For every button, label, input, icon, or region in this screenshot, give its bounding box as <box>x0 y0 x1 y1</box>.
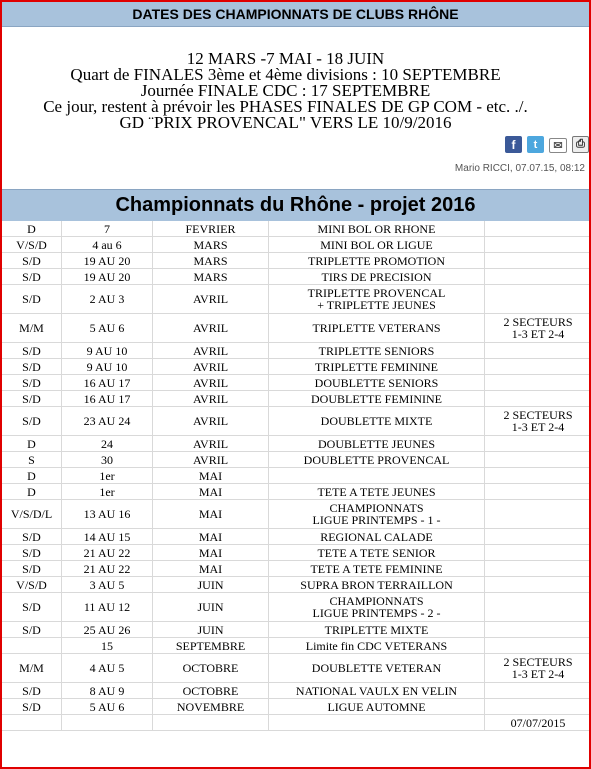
empty-cell <box>62 715 153 731</box>
note-cell <box>485 500 591 529</box>
days-cell: 15 <box>62 638 153 654</box>
event-line: DOUBLETTE MIXTE <box>320 414 433 428</box>
note-cell <box>485 237 591 253</box>
table-row <box>2 500 591 529</box>
days-cell: 8 AU 9 <box>62 683 153 699</box>
table-row <box>2 654 591 683</box>
print-icon[interactable]: ⎙ <box>572 136 589 153</box>
note-cell <box>485 314 591 343</box>
event-line: REGIONAL CALADE <box>320 529 433 544</box>
note-cell <box>485 343 591 359</box>
category-cell: V/S/D <box>2 577 62 593</box>
note-cell <box>485 561 591 577</box>
note-cell <box>485 577 591 593</box>
table-row <box>2 529 591 545</box>
category-cell: S/D <box>2 622 62 638</box>
note-cell <box>485 545 591 561</box>
event-cell <box>269 468 485 484</box>
event-line: DOUBLETTE PROVENCAL <box>303 452 450 467</box>
note-cell <box>485 638 591 654</box>
event-cell <box>269 622 485 638</box>
article-header: DATES DES CHAMPIONNATS DE CLUBS RHÔNE <box>2 2 589 27</box>
note-cell <box>485 622 591 638</box>
event-cell <box>269 314 485 343</box>
category-cell: S/D <box>2 269 62 285</box>
days-cell: 24 <box>62 436 153 452</box>
days-cell: 23 AU 24 <box>62 407 153 436</box>
event-cell <box>269 500 485 529</box>
days-cell: 13 AU 16 <box>62 500 153 529</box>
table-row <box>2 221 591 237</box>
table-row <box>2 683 591 699</box>
category-cell: V/S/D/L <box>2 500 62 529</box>
table-row <box>2 484 591 500</box>
table-row <box>2 593 591 622</box>
days-cell: 3 AU 5 <box>62 577 153 593</box>
note-cell <box>485 468 591 484</box>
note-cell <box>485 407 591 436</box>
event-line: MINI BOL OR LIGUE <box>320 237 433 252</box>
event-line: LIGUE AUTOMNE <box>327 699 426 714</box>
table-row <box>2 436 591 452</box>
category-cell: S/D <box>2 529 62 545</box>
championship-table <box>2 221 591 731</box>
month-cell: MAI <box>153 545 269 561</box>
announcement-line: Quart de FINALES 3ème et 4ème divisions : 10 SEPTEMBRE <box>70 65 501 84</box>
month-cell: MAI <box>153 529 269 545</box>
days-cell: 7 <box>62 221 153 237</box>
month-cell: MARS <box>153 253 269 269</box>
table-row <box>2 253 591 269</box>
category-cell: S <box>2 452 62 468</box>
note-cell <box>485 699 591 715</box>
table-row <box>2 622 591 638</box>
days-cell: 14 AU 15 <box>62 529 153 545</box>
table-row <box>2 699 591 715</box>
event-cell <box>269 452 485 468</box>
note-line: 1-3 ET 2-4 <box>511 420 565 434</box>
category-cell: S/D <box>2 253 62 269</box>
table-row <box>2 269 591 285</box>
footer-date: 07/07/2015 <box>485 715 591 731</box>
event-cell <box>269 221 485 237</box>
category-cell: S/D <box>2 561 62 577</box>
month-cell: JUIN <box>153 593 269 622</box>
table-row <box>2 314 591 343</box>
table-row <box>2 359 591 375</box>
event-line: Limite fin CDC VETERANS <box>305 638 448 653</box>
days-cell: 16 AU 17 <box>62 391 153 407</box>
event-line: MINI BOL OR RHONE <box>317 221 436 236</box>
table-footer-row <box>2 715 591 731</box>
event-cell <box>269 359 485 375</box>
event-cell <box>269 529 485 545</box>
days-cell: 4 AU 5 <box>62 654 153 683</box>
table-row <box>2 237 591 253</box>
event-cell <box>269 375 485 391</box>
category-cell: S/D <box>2 343 62 359</box>
month-cell: MAI <box>153 561 269 577</box>
table-row <box>2 577 591 593</box>
note-line: 2 SECTEURS <box>503 315 573 329</box>
category-cell: S/D <box>2 545 62 561</box>
event-line: DOUBLETTE VETERAN <box>311 661 442 675</box>
month-cell: MARS <box>153 237 269 253</box>
note-cell <box>485 285 591 314</box>
days-cell: 21 AU 22 <box>62 561 153 577</box>
month-cell: NOVEMBRE <box>153 699 269 715</box>
table-row <box>2 468 591 484</box>
category-cell: S/D <box>2 359 62 375</box>
days-cell: 1er <box>62 484 153 500</box>
category-cell: S/D <box>2 593 62 622</box>
month-cell: JUIN <box>153 577 269 593</box>
event-cell <box>269 484 485 500</box>
event-line: TETE A TETE FEMININE <box>310 561 443 576</box>
event-cell <box>269 561 485 577</box>
table-row <box>2 561 591 577</box>
event-cell <box>269 683 485 699</box>
category-cell: S/D <box>2 407 62 436</box>
note-line: 2 SECTEURS <box>503 408 573 422</box>
event-line: TRIPLETTE PROMOTION <box>308 253 445 268</box>
note-cell <box>485 593 591 622</box>
announcement-line: Journée FINALE CDC : 17 SEPTEMBRE <box>140 81 431 100</box>
month-cell: AVRIL <box>153 436 269 452</box>
facebook-icon[interactable]: f <box>505 136 522 153</box>
month-cell: AVRIL <box>153 285 269 314</box>
event-line: DOUBLETTE JEUNES <box>318 436 435 451</box>
event-cell <box>269 285 485 314</box>
event-line: DOUBLETTE SENIORS <box>314 375 439 390</box>
days-cell: 25 AU 26 <box>62 622 153 638</box>
announcement-line: 12 MARS -7 MAI - 18 JUIN <box>186 49 385 68</box>
empty-cell <box>2 715 62 731</box>
note-cell <box>485 683 591 699</box>
table-row <box>2 343 591 359</box>
month-cell: AVRIL <box>153 375 269 391</box>
table-row <box>2 452 591 468</box>
days-cell: 1er <box>62 468 153 484</box>
days-cell: 21 AU 22 <box>62 545 153 561</box>
category-cell: D <box>2 484 62 500</box>
event-cell <box>269 391 485 407</box>
days-cell: 9 AU 10 <box>62 343 153 359</box>
event-cell <box>269 253 485 269</box>
event-line: DOUBLETTE FEMININE <box>311 391 442 406</box>
email-icon[interactable]: ✉ <box>549 138 567 153</box>
month-cell: AVRIL <box>153 452 269 468</box>
days-cell: 19 AU 20 <box>62 269 153 285</box>
category-cell <box>2 638 62 654</box>
note-cell <box>485 484 591 500</box>
event-cell <box>269 343 485 359</box>
event-line: CHAMPIONNATS <box>329 501 424 515</box>
table-title: Championnats du Rhône - projet 2016 <box>2 189 589 221</box>
note-cell <box>485 452 591 468</box>
category-cell: S/D <box>2 285 62 314</box>
note-cell <box>485 359 591 375</box>
note-line: 2 SECTEURS <box>503 655 573 669</box>
event-cell <box>269 436 485 452</box>
event-cell <box>269 545 485 561</box>
event-line: NATIONAL VAULX EN VELIN <box>295 683 458 698</box>
month-cell: AVRIL <box>153 314 269 343</box>
days-cell: 5 AU 6 <box>62 699 153 715</box>
category-cell: D <box>2 468 62 484</box>
month-cell: MAI <box>153 468 269 484</box>
category-cell: V/S/D <box>2 237 62 253</box>
note-cell <box>485 654 591 683</box>
event-line: TRIPLETTE SENIORS <box>318 343 435 358</box>
month-cell: SEPTEMBRE <box>153 638 269 654</box>
note-cell <box>485 221 591 237</box>
note-cell <box>485 436 591 452</box>
event-line: TRIPLETTE PROVENCAL <box>307 286 446 300</box>
category-cell: M/M <box>2 314 62 343</box>
category-cell: S/D <box>2 375 62 391</box>
event-line: TRIPLETTE VETERANS <box>312 321 441 335</box>
event-line: TRIPLETTE FEMININE <box>315 359 438 374</box>
empty-cell <box>269 715 485 731</box>
twitter-icon[interactable]: t <box>527 136 544 153</box>
event-line: SUPRA BRON TERRAILLON <box>300 577 453 592</box>
event-line: LIGUE PRINTEMPS - 2 - <box>312 606 441 620</box>
author-meta: Mario RICCI, 07.07.15, 08:12 <box>454 163 585 174</box>
days-cell: 19 AU 20 <box>62 253 153 269</box>
event-line: LIGUE PRINTEMPS - 1 - <box>312 513 441 527</box>
days-cell: 30 <box>62 452 153 468</box>
event-cell <box>269 638 485 654</box>
category-cell: D <box>2 221 62 237</box>
note-cell <box>485 391 591 407</box>
days-cell: 9 AU 10 <box>62 359 153 375</box>
event-line: CHAMPIONNATS <box>329 594 424 608</box>
month-cell: AVRIL <box>153 343 269 359</box>
days-cell: 5 AU 6 <box>62 314 153 343</box>
month-cell: MAI <box>153 500 269 529</box>
note-cell <box>485 253 591 269</box>
share-bar <box>505 136 589 153</box>
note-line: 1-3 ET 2-4 <box>511 327 565 341</box>
event-cell <box>269 593 485 622</box>
event-cell <box>269 577 485 593</box>
event-cell <box>269 699 485 715</box>
days-cell: 2 AU 3 <box>62 285 153 314</box>
month-cell: OCTOBRE <box>153 654 269 683</box>
announcement-line: Ce jour, restent à prévoir les PHASES FINALES DE GP COM - etc. ./. <box>43 97 528 116</box>
event-line: + TRIPLETTE JEUNES <box>317 298 436 312</box>
event-line: TRIPLETTE MIXTE <box>324 622 429 637</box>
event-cell <box>269 654 485 683</box>
days-cell: 11 AU 12 <box>62 593 153 622</box>
event-cell <box>269 407 485 436</box>
empty-cell <box>153 715 269 731</box>
category-cell: S/D <box>2 391 62 407</box>
days-cell: 4 au 6 <box>62 237 153 253</box>
table-row <box>2 638 591 654</box>
event-cell <box>269 237 485 253</box>
month-cell: OCTOBRE <box>153 683 269 699</box>
month-cell: AVRIL <box>153 391 269 407</box>
table-row <box>2 375 591 391</box>
table-row <box>2 545 591 561</box>
month-cell: AVRIL <box>153 407 269 436</box>
note-line: 1-3 ET 2-4 <box>511 667 565 681</box>
month-cell: JUIN <box>153 622 269 638</box>
month-cell: AVRIL <box>153 359 269 375</box>
category-cell: D <box>2 436 62 452</box>
note-cell <box>485 529 591 545</box>
event-line: TETE A TETE JEUNES <box>317 484 436 499</box>
note-cell <box>485 375 591 391</box>
announcement <box>2 51 589 131</box>
table-row <box>2 285 591 314</box>
category-cell: S/D <box>2 699 62 715</box>
event-cell <box>269 269 485 285</box>
announcement-line: GD ¨PRIX PROVENCAL" VERS LE 10/9/2016 <box>119 113 452 132</box>
event-line: TETE A TETE SENIOR <box>317 545 436 560</box>
table-row <box>2 391 591 407</box>
table-row <box>2 407 591 436</box>
days-cell: 16 AU 17 <box>62 375 153 391</box>
note-cell <box>485 269 591 285</box>
month-cell: MARS <box>153 269 269 285</box>
month-cell: MAI <box>153 484 269 500</box>
category-cell: M/M <box>2 654 62 683</box>
category-cell: S/D <box>2 683 62 699</box>
month-cell: FEVRIER <box>153 221 269 237</box>
event-line: TIRS DE PRECISION <box>321 269 432 284</box>
